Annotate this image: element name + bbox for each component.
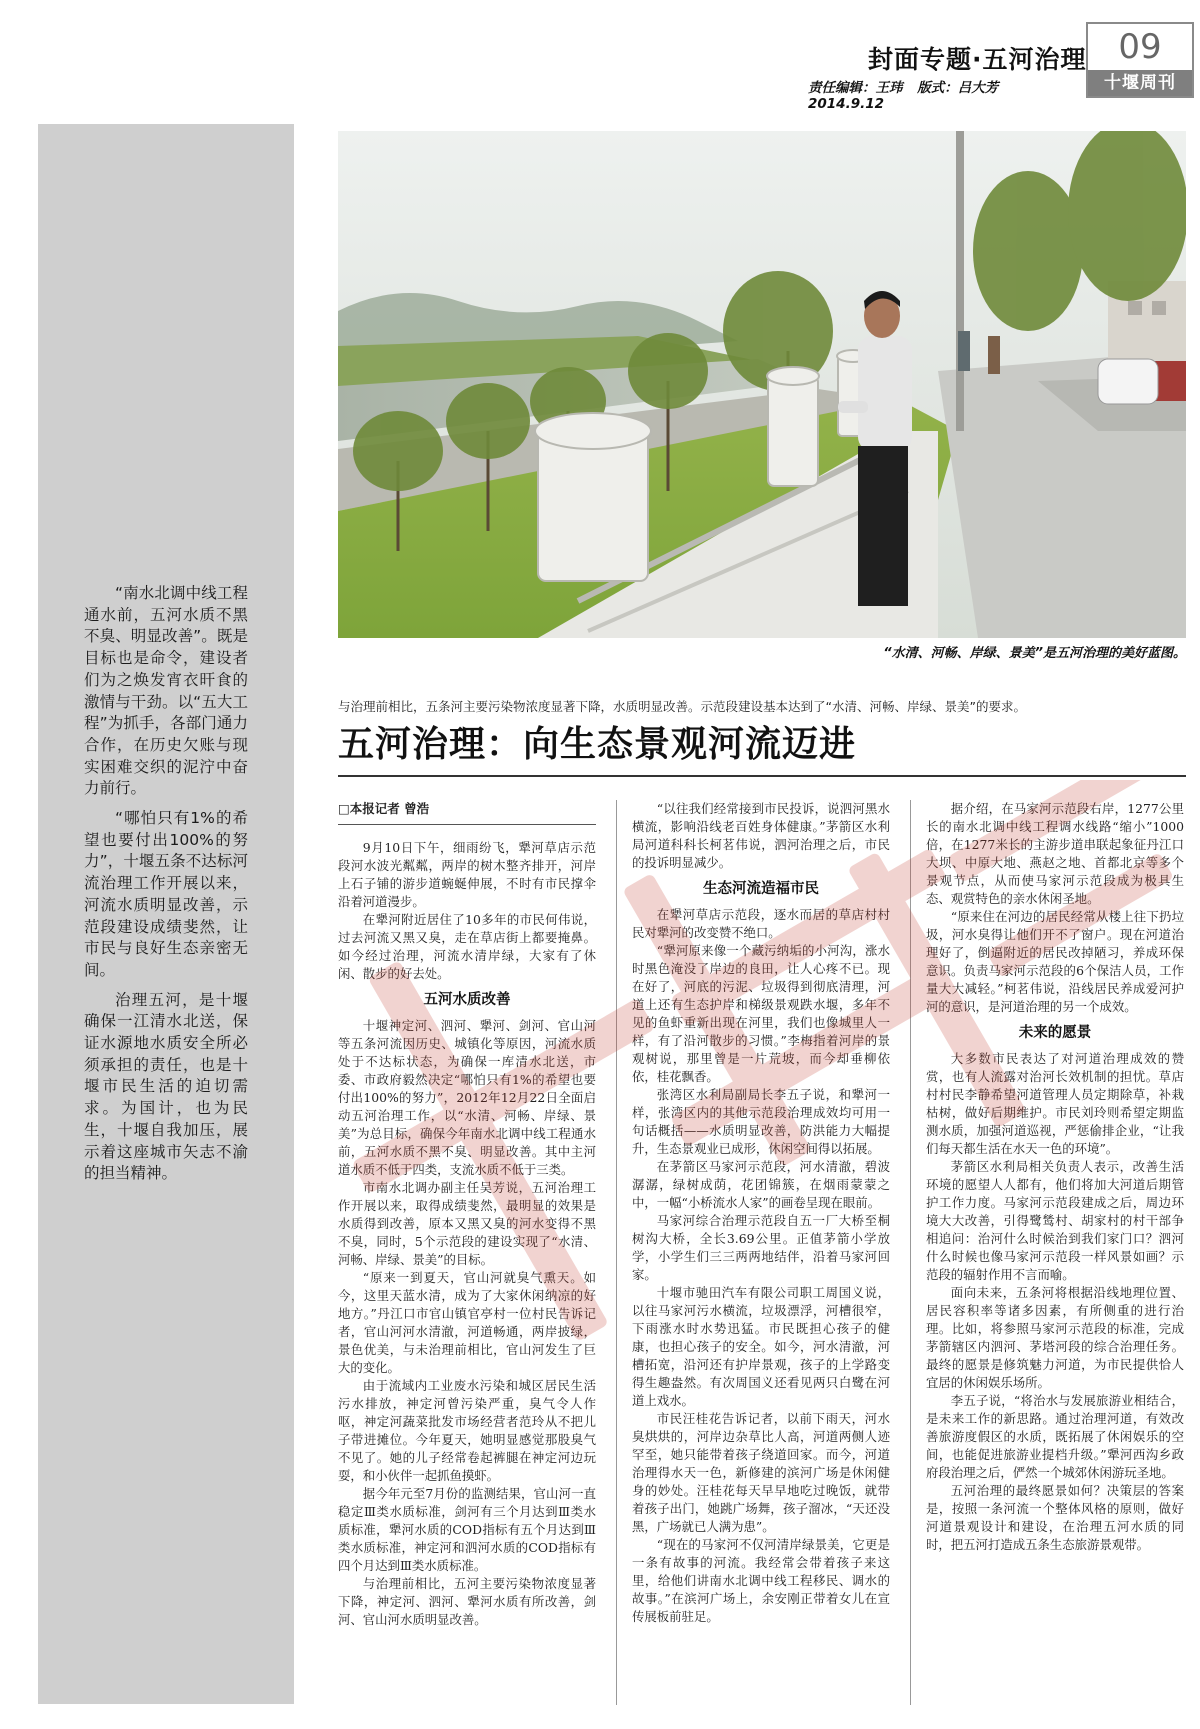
article-column-3 [926,800,1184,1715]
paragraph: 据介绍，在马家河示范段右岸，1277公里长的南水北调中线工程调水线路“缩小”1000倍，在1277米长的主游步道串联起象征丹江口大坝、中原大地、燕赵之地、首都北京等多个景观节点，从而使马家河示范段成为极具生态、观赏特色的亲水休闲圣地。 [926,801,1184,906]
section-heading: 未来的愿景 [1018,1025,1092,1041]
sidebar-paragraph: “南水北调中线工程通水前，五河水质不黑不臭、明显改善”。既是目标也是命令，建设者们为之焕发宵衣旰食的激情与干劲。以“五大工程”为抓手，各部门通力合作，在历史欠账与现实困难交织的泥泞中奋力前行。 [84,584,248,798]
paragraph: “原来住在河边的居民经常从楼上往下扔垃圾，河水臭得让他们开不了窗户。现在河道治理好了，倒逼附近的居民改掉陋习，养成环保意识。负责马家河示范段的6个保洁人员，工作量大大减轻。”柯茗伟说，沿线居民养成爱河护河的意识，是河道治理的另一个成效。 [926,909,1184,1014]
article-column-1 [338,800,596,1715]
sidebar-paragraph: “哪怕只有1%的希望也要付出100%的努力”，十堰五条不达标河流治理工作开展以来，河流水质明显改善，示范段建设成绩斐然，让市民与良好生态亲密无间。 [84,809,248,979]
column-divider [910,800,911,1705]
paragraph: 在犟河草店示范段，逐水而居的草店村村民对犟河的改变赞不绝口。 [632,907,890,940]
article-column-2 [632,800,890,1715]
headline-rule [338,775,1186,777]
paragraph: 在犟河附近居住了10多年的市民何伟说，过去河流又黑又臭，走在草店街上都要掩鼻。如今经过治理，河流水清岸绿，大家有了休闲、散步的好去处。 [338,912,596,981]
paragraph: 据今年元至7月份的监测结果，官山河一直稳定Ⅲ类水质标准，剑河有三个月达到Ⅲ类水质标准，犟河水质的COD指标有五个月达到Ⅲ类水质标准，神定河和泗河水质的COD指标有四个月达到Ⅲ类水质标准。 [338,1486,596,1573]
paragraph: 市南水北调办副主任吴芳说，五河治理工作开展以来，取得成绩斐然，最明显的效果是水质得到改善，原本又黑又臭的河水变得不黑不臭，同时，5个示范段的建设实现了“水清、河畅、岸绿、景美”的目标。 [338,1180,596,1267]
paragraph: 十堰市驰田汽车有限公司职工周国义说，以往马家河污水横流，垃圾漂浮，河槽很窄，下雨涨水时水势迅猛。市民既担心孩子的健康，也担心孩子的安全。如今，河水清澈，河槽拓宽，沿河还有护岸景观，孩子的上学路变得生趣盎然。有次周国义还看见两只白鹭在河道上戏水。 [632,1285,890,1408]
layout-credit: 版式：吕大芳 [917,80,999,96]
paragraph: 张湾区水利局副局长李五子说，和犟河一样，张湾区内的其他示范段治理成效均可用一句话概括——水质明显改善，防洪能力大幅提升，生态景观业已成形，休闲空间得以拓展。 [632,1087,890,1156]
sidebar-summary [84,583,248,1193]
paragraph: “原来一到夏天，官山河就臭气熏天。如今，这里天蓝水清，成为了大家休闲纳凉的好地方。”丹江口市官山镇官亭村一位村民告诉记者，官山河河水清澈，河道畅通，两岸披绿，景色优美，与未治理前相比，官山河发生了巨大的变化。 [338,1270,596,1375]
issue-date: 2014.9.12 [808,96,885,112]
paragraph: 面向未来，五条河将根据沿线地理位置、居民容积率等诸多因素，有所侧重的进行治理。比如，将参照马家河示范段的标准，完成茅箭辖区内泗河、茅塔河段的综合治理任务。最终的愿景是修筑魅力河道，为市民提供恰人宜居的休闲娱乐场所。 [926,1285,1184,1390]
byline: □本报记者 曾浩 [338,801,430,816]
column-divider [616,800,617,1705]
editor-credit: 责任编辑：王玮 [808,80,903,96]
paragraph: “现在的马家河不仅河清岸绿景美，它更是一条有故事的河流。我经常会带着孩子来这里，给他们讲南水北调中线工程移民、调水的故事。”在滨河广场上，余安刚正带着女儿在宣传展板前驻足。 [632,1537,890,1624]
article-subhead: 与治理前相比，五条河主要污染物浓度显著下降，水质明显改善。示范段建设基本达到了“水清、河畅、岸绿、景美”的要求。 [338,699,1026,714]
section-heading: 五河水质改善 [423,992,511,1008]
sidebar-paragraph: 治理五河，是十堰确保一江清水北送，保证水源地水质安全所必须承担的责任，也是十堰市民生活的迫切需求。为国计，也为民生，十堰自我加压，展示着这座城市矢志不渝的担当精神。 [84,990,248,1183]
paragraph: 五河治理的最终愿景如何？决策层的答案是，按照一条河流一个整体风格的原则，做好河道景观设计和建设，在治理五河水质的同时，把五河打造成五条生态旅游景观带。 [926,1483,1184,1552]
paragraph: 马家河综合治理示范段自五一厂大桥至桐树沟大桥，全长3.69公里。正值茅箭小学放学，小学生们三三两两地结伴，沿着马家河回家。 [632,1213,890,1282]
paragraph: 大多数市民表达了对河道治理成效的赞赏，也有人流露对治河长效机制的担忧。草店村村民李静希望河道管理人员定期除草，补栽枯树，做好后期维护。市民刘玲则希望定期监测水质，加强河道巡视，严惩偷排企业，“让我们每天都生活在水天一色的环境”。 [926,1051,1184,1156]
paragraph: 9月10日下午，细雨纷飞，犟河草店示范段河水波光粼粼，两岸的树木整齐排开，河岸上石子铺的游步道蜿蜒伸展，不时有市民撑伞沿着河道漫步。 [338,840,596,909]
paragraph: 十堰神定河、泗河、犟河、剑河、官山河等五条河流因历史、城镇化等原因，河流水质处于不达标状态，为确保一库清水北送，市委、市政府毅然决定“哪怕只有1%的希望也要付出100%的努力”，2012年12月22日全面启动五河治理工作，以“水清、河畅、岸绿、景美”为总目标，确保今年南水北调中线工程通水前，五河水质不黑不臭、明显改善。其中主河道水质不低于四类，支流水质不低于三类。 [338,1018,596,1177]
credits-line [808,76,1098,112]
paragraph: “以往我们经常接到市民投诉，说泗河黑水横流，影响沿线老百姓身体健康。”茅箭区水利局河道科科长柯茗伟说，泗河治理之后，市民的投诉明显减少。 [632,801,890,870]
photo-caption: “水清、河畅、岸绿、景美”是五河治理的美好蓝图。 [883,646,1186,661]
page-number: 09 [1118,27,1162,67]
river-photo [338,131,1186,638]
paragraph: 在茅箭区马家河示范段，河水清澈，碧波潺潺，绿树成荫，花团锦簇，在烟雨蒙蒙之中，一幅“小桥流水人家”的画卷呈现在眼前。 [632,1159,890,1210]
section-heading: 生态河流造福市民 [703,881,819,897]
paragraph: 由于流域内工业废水污染和城区居民生活污水排放，神定河曾污染严重，臭气令人作呕，神定河蔬菜批发市场经营者范玲从不把儿子带进摊位。今年夏天，她明显感觉那股臭气不见了。她的儿子经常卷起裤腿在神定河边玩耍，和小伙伴一起抓鱼摸虾。 [338,1378,596,1483]
paragraph: 市民汪桂花告诉记者，以前下雨天，河水臭烘烘的，河岸边杂草比人高，河道两侧人迹罕至，她只能带着孩子绕道回家。而今，河道治理得水天一色，新修建的滨河广场是休闲健身的妙处。汪桂花每天早早地吃过晚饭，就带着孩子出门，她跳广场舞，孩子溜冰，“天还没黑，广场就已人满为患”。 [632,1411,890,1534]
paragraph: 与治理前相比，五河主要污染物浓度显著下降，神定河、泗河、犟河水质有所改善，剑河、官山河水质明显改善。 [338,1576,596,1627]
river-photo-illustration [338,131,1186,638]
section-title: 封面专题·五河治理 [868,45,1087,74]
paragraph: 茅箭区水利局相关负责人表示，改善生活环境的愿望人人都有，他们将加大河道后期管护工作力度。马家河示范段建成之后，周边环境大大改善，引得鹭鸶村、胡家村的村干部争相追问：治河什么时候治到我们家门口？泗河什么时候也像马家河示范段一样风景如画？示范段的辐射作用不言而喻。 [926,1159,1184,1282]
byline-rule [338,824,596,825]
article-headline: 五河治理：向生态景观河流迈进 [338,724,857,765]
publication-name: 十堰周刊 [1088,70,1192,96]
page-number-box [1086,22,1194,98]
paragraph: “犟河原来像一个藏污纳垢的小河沟，涨水时黑色淹没了岸边的良田，让人心疼不已。现在好了，河底的污泥、垃圾得到彻底清理，河道上还有生态护岸和梯级景观跌水堰，多年不见的鱼虾重新出现在河里，我们也像城里人一样，有了沿河散步的习惯。”李梅指着河岸的景观树说，那里曾是一片荒坡，而今却垂柳依依，桂花飘香。 [632,943,890,1084]
paragraph: 李五子说，“将治水与发展旅游业相结合，是未来工作的新思路。通过治理河道，有效改善旅游度假区的水质，既拓展了休闲娱乐的空间，也能促进旅游业提档升级。”犟河西沟乡政府段治理之后，俨然一个城郊休闲游玩圣地。 [926,1393,1184,1480]
